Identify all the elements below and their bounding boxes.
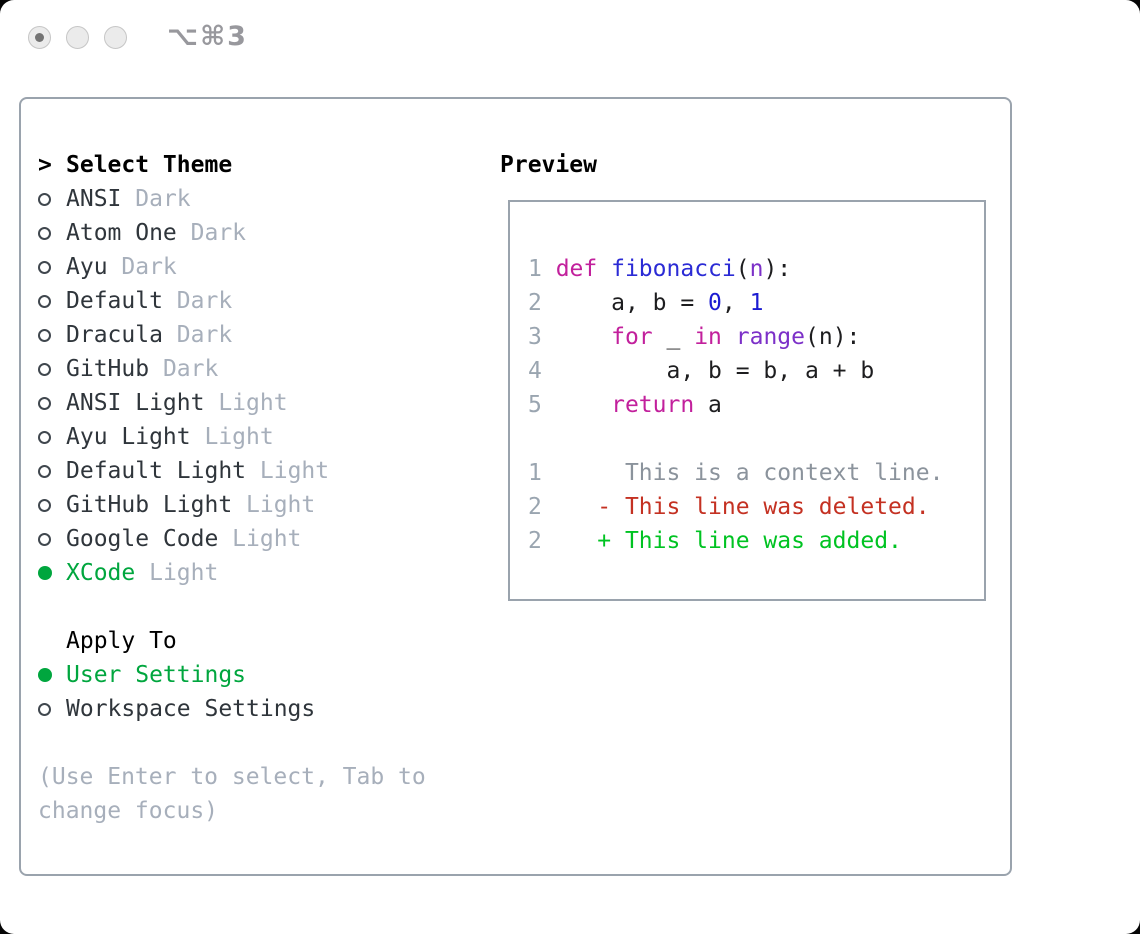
code-line: 1 def fibonacci(n): — [528, 256, 792, 282]
theme-list-item[interactable] — [38, 420, 426, 454]
select-theme-title: Select Theme — [66, 152, 233, 178]
theme-list-item[interactable] — [38, 352, 426, 386]
radio-indent — [38, 488, 66, 522]
code-sample — [528, 252, 976, 422]
traffic-light-zoom-button[interactable] — [104, 26, 127, 49]
radio-circle-icon — [38, 533, 51, 546]
gap — [528, 422, 976, 456]
radio-circle-icon — [38, 668, 52, 682]
help-text — [38, 760, 426, 828]
radio-indent — [38, 692, 66, 726]
theme-name: Dracula — [66, 322, 177, 348]
radio-circle-icon — [38, 363, 51, 376]
theme-list-item[interactable] — [38, 488, 426, 522]
theme-list-item[interactable] — [38, 318, 426, 352]
theme-variant-tag: Light — [218, 390, 288, 416]
radio-circle-icon — [38, 227, 51, 240]
apply-to-header — [38, 624, 426, 658]
gap — [38, 590, 426, 624]
keyboard-shortcut-label: ⌥⌘3 — [167, 21, 248, 52]
theme-name: Ayu Light — [66, 424, 205, 450]
code-line: 2 a, b = 0, 1 — [528, 290, 764, 316]
radio-indent — [38, 216, 66, 250]
diff-line-added: 2 + This line was added. — [528, 528, 902, 554]
theme-name: Default — [66, 288, 177, 314]
diff-line-deleted: 2 - This line was deleted. — [528, 494, 930, 520]
radio-indent — [38, 556, 66, 590]
traffic-light-minimize-button[interactable] — [66, 26, 89, 49]
radio-indent — [38, 250, 66, 284]
theme-name: GitHub — [66, 356, 163, 382]
theme-variant-tag: Dark — [121, 254, 177, 280]
theme-name: Default Light — [66, 458, 260, 484]
radio-circle-icon — [38, 499, 51, 512]
radio-indent — [38, 352, 66, 386]
radio-indent — [38, 420, 66, 454]
theme-list — [38, 182, 426, 590]
theme-name: ANSI — [66, 186, 136, 212]
diff-line-context: 1 This is a context line. — [528, 460, 944, 486]
radio-indent — [38, 318, 66, 352]
code-line: 3 for _ in range(n): — [528, 324, 861, 350]
traffic-light-dot — [35, 33, 44, 42]
theme-name: XCode — [66, 560, 150, 586]
help-text-line-1: (Use Enter to select, Tab to — [38, 764, 426, 790]
radio-circle-icon — [38, 261, 51, 274]
radio-indent — [38, 284, 66, 318]
theme-variant-tag: Light — [149, 560, 219, 586]
radio-circle-icon — [38, 193, 51, 206]
theme-name: Google Code — [66, 526, 233, 552]
prompt-caret: > — [38, 152, 52, 178]
preview-header: Preview — [500, 152, 597, 178]
code-line: 5 return a — [528, 392, 722, 418]
theme-variant-tag: Dark — [176, 288, 233, 314]
apply-to-indent — [38, 624, 66, 658]
help-text-line-2: change focus) — [38, 798, 219, 824]
theme-list-item[interactable] — [38, 216, 426, 250]
theme-list-item[interactable] — [38, 284, 426, 318]
radio-circle-icon — [38, 566, 52, 580]
radio-indent — [38, 182, 66, 216]
radio-circle-icon — [38, 431, 51, 444]
radio-indent — [38, 522, 66, 556]
apply-to-option-label: Workspace Settings — [66, 696, 316, 722]
theme-variant-tag: Light — [232, 526, 302, 552]
gap — [38, 726, 426, 760]
theme-variant-tag: Light — [246, 492, 316, 518]
theme-list-item[interactable] — [38, 522, 426, 556]
theme-name: GitHub Light — [66, 492, 247, 518]
theme-variant-tag: Dark — [190, 220, 247, 246]
radio-circle-icon — [38, 703, 51, 716]
theme-list-item[interactable] — [38, 556, 426, 590]
apply-to-option-label: User Settings — [66, 662, 247, 688]
apply-to-title: Apply To — [66, 628, 177, 654]
theme-variant-tag: Dark — [176, 322, 233, 348]
preview-code — [510, 202, 984, 558]
code-line: 4 a, b = b, a + b — [528, 358, 875, 384]
theme-selector-column — [38, 148, 426, 828]
radio-circle-icon — [38, 465, 51, 478]
select-theme-header — [38, 148, 426, 182]
preview-box — [508, 200, 986, 601]
radio-indent — [38, 386, 66, 420]
radio-indent — [38, 454, 66, 488]
radio-circle-icon — [38, 295, 51, 308]
apply-to-options — [38, 658, 426, 726]
radio-circle-icon — [38, 397, 51, 410]
titlebar — [0, 0, 1140, 70]
theme-variant-tag: Dark — [162, 356, 219, 382]
theme-variant-tag: Light — [259, 458, 330, 484]
diff-sample — [528, 456, 976, 558]
theme-list-item[interactable] — [38, 386, 426, 420]
apply-to-option[interactable] — [38, 658, 426, 692]
radio-indent — [38, 658, 66, 692]
theme-list-item[interactable] — [38, 250, 426, 284]
apply-to-option[interactable] — [38, 692, 426, 726]
theme-name: Atom One — [66, 220, 191, 246]
theme-list-item[interactable] — [38, 182, 426, 216]
traffic-light-close-button[interactable] — [28, 26, 51, 49]
theme-name: ANSI Light — [66, 390, 219, 416]
radio-circle-icon — [38, 329, 51, 342]
theme-list-item[interactable] — [38, 454, 426, 488]
theme-name: Ayu — [66, 254, 122, 280]
theme-variant-tag: Dark — [135, 186, 191, 212]
theme-variant-tag: Light — [204, 424, 274, 450]
